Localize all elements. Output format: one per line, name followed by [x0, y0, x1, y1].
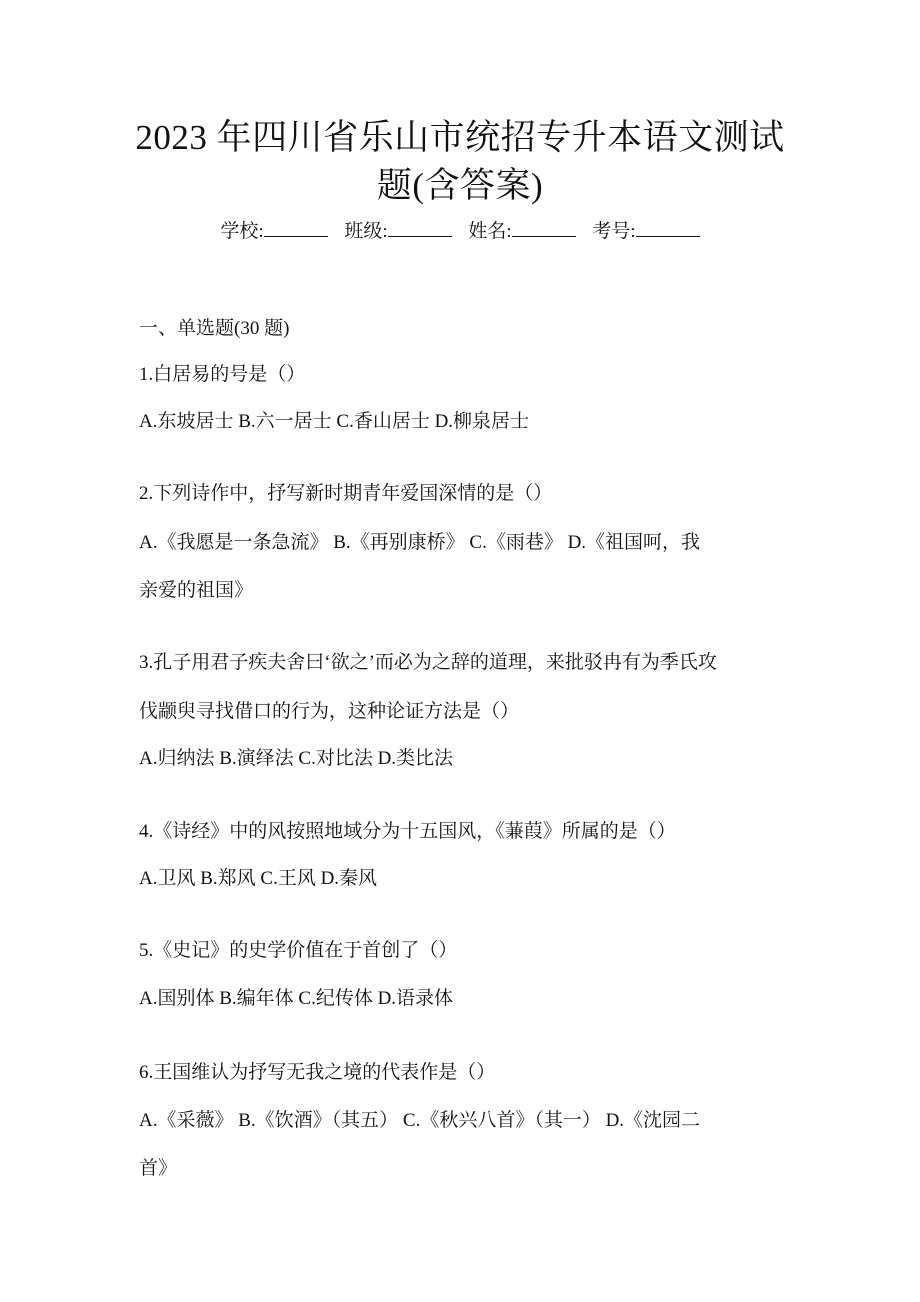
question-3-stem: 3.孔子用君子疾夫舍曰‘欲之’而必为之辞的道理，来批驳冉有为季氏攻 — [139, 652, 717, 673]
question-5-options: A.国别体 B.编年体 C.纪传体 D.语录体 — [139, 988, 454, 1009]
section-heading: 一、单选题(30 题) — [139, 318, 290, 339]
question-2-stem: 2.下列诗作中，抒写新时期青年爱国深情的是（） — [139, 483, 553, 504]
question-4-options: A.卫风 B.郑风 C.王风 D.秦风 — [139, 868, 378, 889]
name-label: 姓名: — [468, 221, 512, 242]
question-6-options: A.《采薇》 B.《饮酒》（其五） C.《秋兴八首》（其一） D.《沈园二 — [139, 1110, 701, 1131]
name-field — [468, 221, 575, 242]
question-1-stem: 1.白居易的号是（） — [139, 364, 306, 385]
exam-number-field — [592, 221, 699, 242]
question-2-options-cont: 亲爱的祖国》 — [139, 580, 254, 601]
student-info-fields — [0, 218, 920, 245]
exam-number-label: 考号: — [592, 221, 636, 242]
question-3-options: A.归纳法 B.演绎法 C.对比法 D.类比法 — [139, 748, 454, 769]
document-title-line-2: 题(含答案) — [376, 166, 544, 205]
document-title-line-1: 2023 年四川省乐山市统招专升本语文测试 — [135, 118, 785, 157]
school-blank — [264, 218, 328, 237]
question-6-stem: 6.王国维认为抒写无我之境的代表作是（） — [139, 1062, 496, 1083]
question-4-stem: 4.《诗经》中的风按照地域分为十五国风，《蒹葭》所属的是（） — [139, 821, 676, 842]
school-field — [220, 221, 327, 242]
question-5-stem: 5.《史记》的史学价值在于首创了（） — [139, 940, 458, 961]
name-blank — [512, 218, 576, 237]
class-label: 班级: — [344, 221, 388, 242]
question-1-options: A.东坡居士 B.六一居士 C.香山居士 D.柳泉居士 — [139, 411, 530, 432]
class-blank — [388, 218, 452, 237]
exam-number-blank — [636, 218, 700, 237]
question-2-options: A.《我愿是一条急流》 B.《再别康桥》 C.《雨巷》 D.《祖国呵，我 — [139, 532, 701, 553]
class-field — [344, 221, 451, 242]
school-label: 学校: — [220, 221, 264, 242]
question-6-options-cont: 首》 — [139, 1158, 178, 1179]
question-3-stem-cont: 伐颛臾寻找借口的行为，这种论证方法是（） — [139, 701, 520, 722]
